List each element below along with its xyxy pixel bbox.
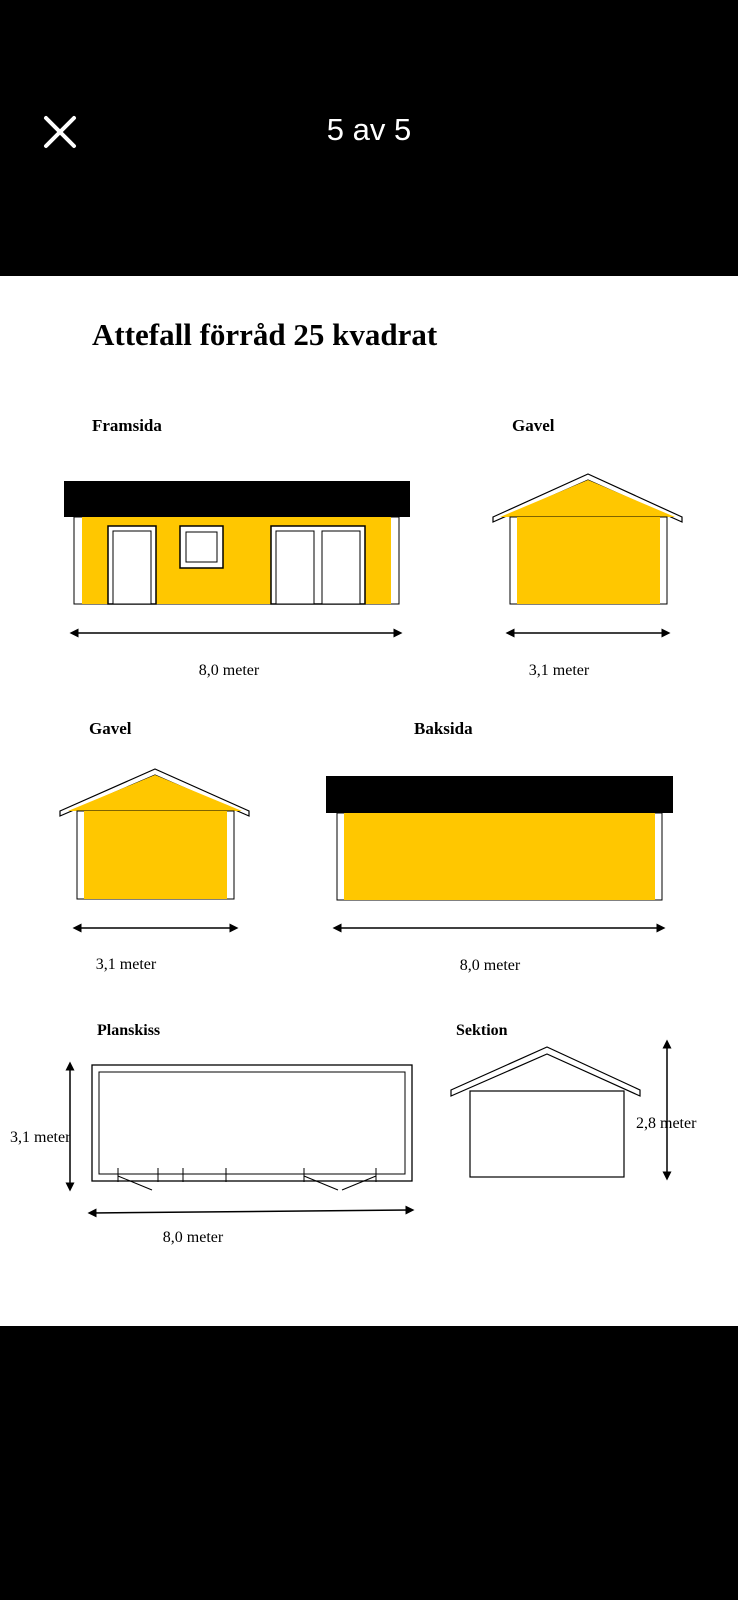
plan-depth-label: 3,1 meter [10,1129,71,1146]
plan-view-label: Planskiss [97,1022,161,1039]
drawing-title: Attefall förråd 25 kvadrat [92,317,438,352]
gable-left-dimension-label: 3,1 meter [95,956,157,973]
front-dimension-label: 8,0 meter [198,662,260,679]
gable-top-dimension-label: 3,1 meter [528,662,590,679]
front-door-panel [113,531,151,604]
plan-width-label: 8,0 meter [162,1229,224,1246]
floor-plan-drawing [0,276,738,1326]
image-counter: 5 av 5 [326,112,412,147]
gable-left-wall [84,811,227,899]
gable-left-label: Gavel [89,719,132,738]
front-view-label: Framsida [92,416,162,435]
gable-top-label: Gavel [512,416,555,435]
image-content [0,276,738,1326]
section-height-label: 2,8 meter [636,1115,697,1132]
front-window-pane [186,532,217,562]
front-double-door-right [322,531,360,604]
section-view-label: Sektion [456,1022,508,1039]
back-view-label: Baksida [414,719,473,738]
back-wall [344,813,655,900]
viewer-bottom-bar [0,1326,738,1600]
plan-inner-wall [99,1072,405,1174]
back-dimension-label: 8,0 meter [459,957,521,974]
gable-top-wall [517,517,660,604]
front-double-door-left [276,531,314,604]
viewer-top-bar [0,0,738,276]
front-roof [64,481,410,517]
section-wall [470,1091,624,1177]
back-roof [326,776,673,813]
